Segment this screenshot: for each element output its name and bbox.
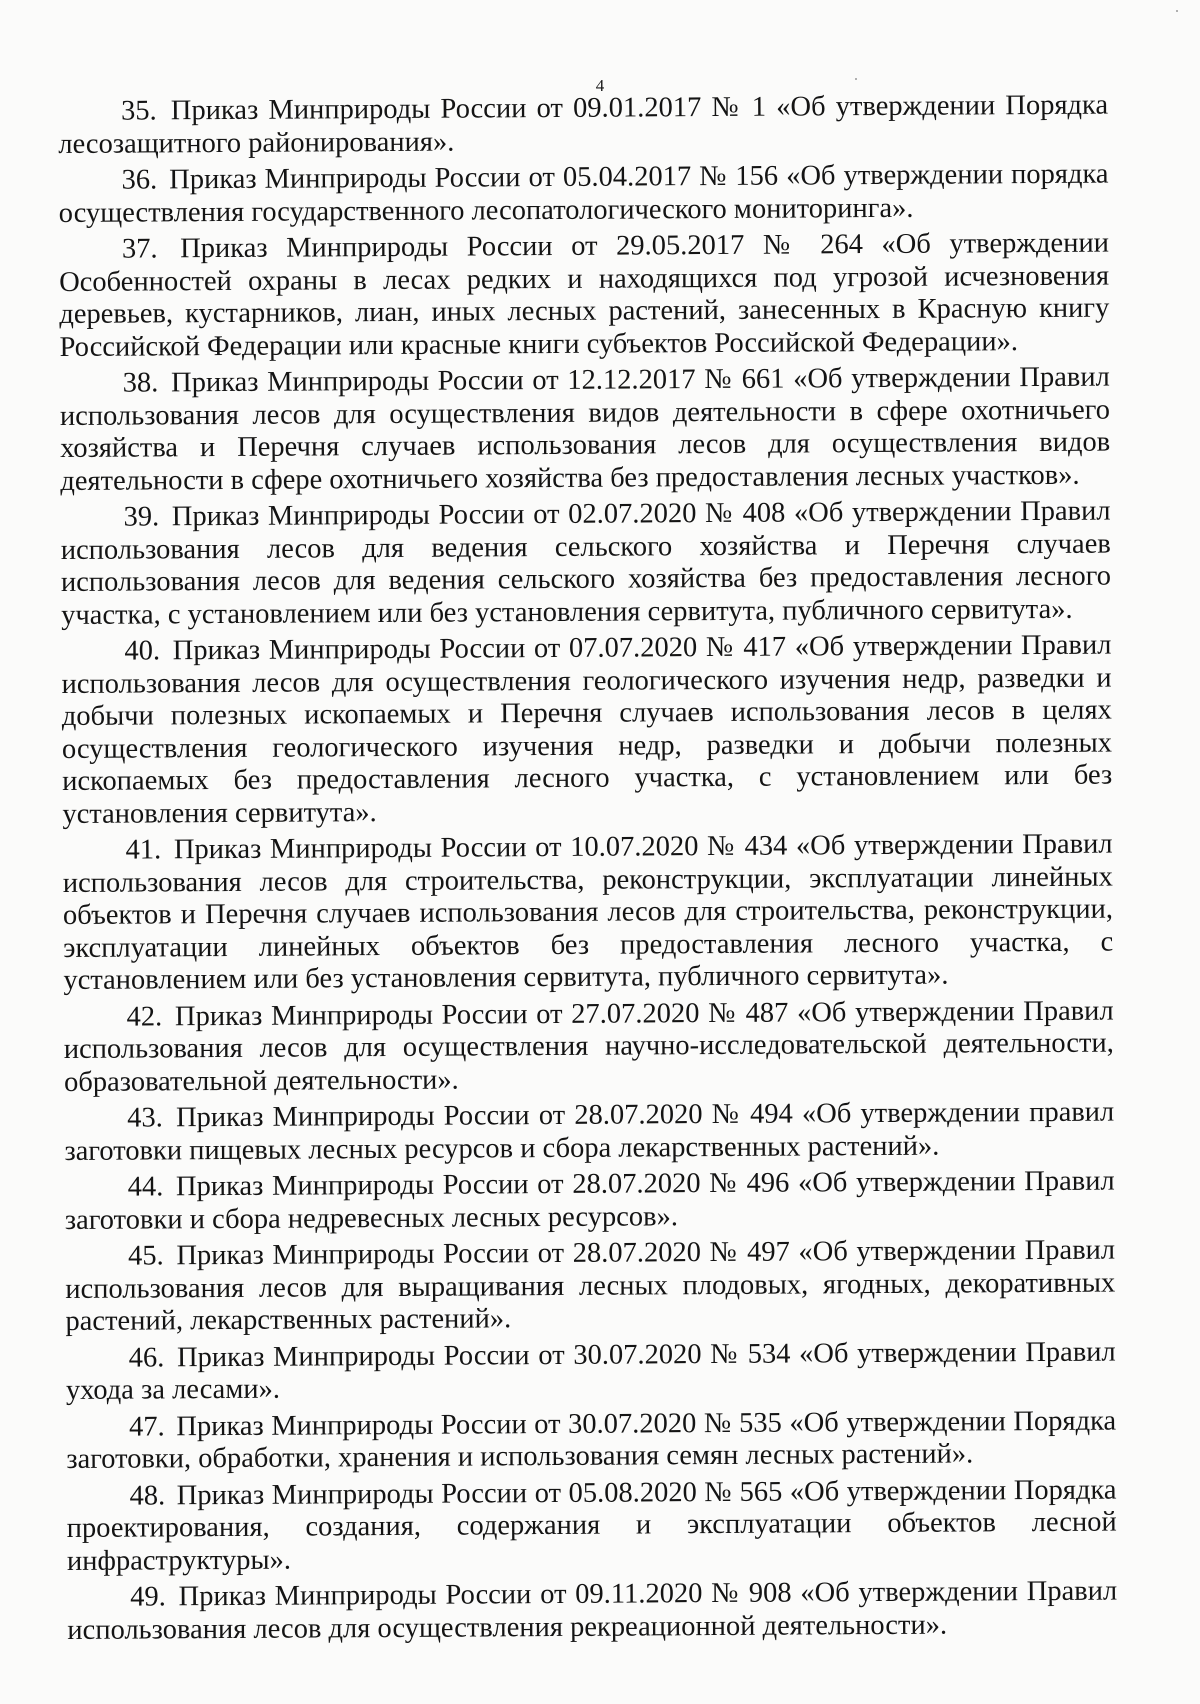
list-item (65, 1166, 1115, 1237)
list-item (58, 90, 1108, 161)
item-number: 40. (124, 635, 161, 667)
item-text: Приказ Минприроды России от 28.07.2020 № 494 «Об утверждении правил заготовки пищевых лесных ресурсов и сбора лекарственных растений». (64, 1096, 1115, 1167)
list-item (66, 1474, 1117, 1578)
item-number: 48. (129, 1479, 166, 1512)
list-item (58, 159, 1108, 230)
item-number: 39. (123, 501, 160, 533)
item-number: 41. (125, 834, 162, 866)
list-item (66, 1405, 1116, 1476)
list-item (60, 496, 1111, 632)
list-item (66, 1336, 1116, 1407)
list-item (63, 829, 1114, 998)
item-text: Приказ Минприроды России от 30.07.2020 № 534 «Об утверждении Правил ухода за лесами». (65, 1336, 1116, 1406)
item-text: Приказ Минприроды России от 27.07.2020 № 487 «Об утверждении Правил использования лесов для осуществления научно-исследовательской деятельности, образовательной деятельности». (63, 995, 1114, 1098)
item-text: Приказ Минприроды России от 28.07.2020 № 497 «Об утверждении Правил использования лесов для выращивания лесных плодовых, ягодных, декоративных растений, лекарственных растений». (65, 1234, 1116, 1337)
item-number: 43. (127, 1102, 163, 1134)
item-text: Приказ Минприроды России от 12.12.2017 № 661 «Об утверждении Правил использования лесов для осуществления видов деятельности в сфере охотничьего хозяйства и Перечня случаев использования лесов для осуществления видов деятельности в сфере охотничьего хозяйства без предоставления лесных участков». (59, 361, 1111, 497)
item-text: Приказ Минприроды России от 29.05.2017 № 264 «Об утверждении Особенностей охраны в лесах редких и находящихся под угрозой исчезновения деревьев, кустарников, лиан, иных лесных растений, занесенных в Красную книгу Российской Федерации или красные книги субъектов Российской Федерации». (59, 227, 1110, 363)
item-text: Приказ Минприроды России от 28.07.2020 № 496 «Об утверждении Правил заготовки и сбора недревесных лесных ресурсов». (64, 1165, 1115, 1236)
item-text: Приказ Минприроды России от 05.08.2020 № 565 «Об утверждении Порядка проектирования, создания, содержания и эксплуатации объектов лесной инфраструктуры». (66, 1474, 1117, 1577)
item-text: Приказ Минприроды России от 09.01.2017 № 1 «Об утверждении Порядка лесозащитного районирования». (58, 89, 1109, 160)
list-item (65, 1235, 1116, 1339)
item-text: Приказ Минприроды России от 07.07.2020 № 417 «Об утверждении Правил использования лесов для осуществления геологического изучения недр, разведки и добычи полезных ископаемых и Перечня случаев использования лесов в целях осуществления геологического изучения недр, разведки и добычи полезных ископаемых без предоставления лесного участка, с установлением или без установления сервитута». (61, 629, 1113, 830)
item-text: Приказ Минприроды России от 05.04.2017 № 156 «Об утверждении порядка осуществления государственного лесопатологического мониторинга». (58, 158, 1109, 229)
list-item (60, 362, 1111, 498)
item-number: 46. (128, 1341, 165, 1374)
list-item (64, 1097, 1114, 1168)
item-number: 49. (130, 1581, 166, 1613)
item-number: 45. (127, 1240, 164, 1272)
list-item (64, 995, 1115, 1099)
item-number: 36. (121, 164, 158, 196)
list-item (59, 228, 1110, 364)
item-number: 37. (121, 233, 158, 265)
list-item (67, 1576, 1117, 1647)
item-text: Приказ Минприроды России от 30.07.2020 № 535 «Об утверждении Порядка заготовки, обработки, хранения и использования семян лесных растений». (66, 1405, 1117, 1475)
list-item (61, 630, 1112, 831)
item-number: 38. (122, 367, 159, 399)
item-number: 47. (129, 1410, 165, 1443)
item-number: 44. (127, 1171, 164, 1203)
page-number: 4 (595, 76, 605, 95)
scan-speck (1176, 10, 1178, 12)
item-number: 35. (120, 95, 157, 127)
item-number: 42. (126, 1000, 163, 1033)
item-text: Приказ Минприроды России от 10.07.2020 № 434 «Об утверждении Правил использования лесов для строительства, реконструкции, эксплуатации линейных объектов и Перечня случаев использования лесов для строительства, реконструкции, эксплуатации линейных объектов без предоставления лесного участка, с установлением или без установления сервитута, публичного сервитута». (62, 828, 1114, 996)
document-body (58, 90, 1117, 1651)
item-text: Приказ Минприроды России от 02.07.2020 № 408 «Об утверждении Правил использования лесов для ведения сельского хозяйства и Перечня случаев использования лесов для ведения сельского хозяйства без предоставления лесного участка, с установлением или без установления сервитута, публичного сервитута». (60, 495, 1112, 631)
item-text: Приказ Минприроды России от 09.11.2020 № 908 «Об утверждении Правил использования лесов для осуществления рекреационной деятельности». (67, 1575, 1118, 1646)
